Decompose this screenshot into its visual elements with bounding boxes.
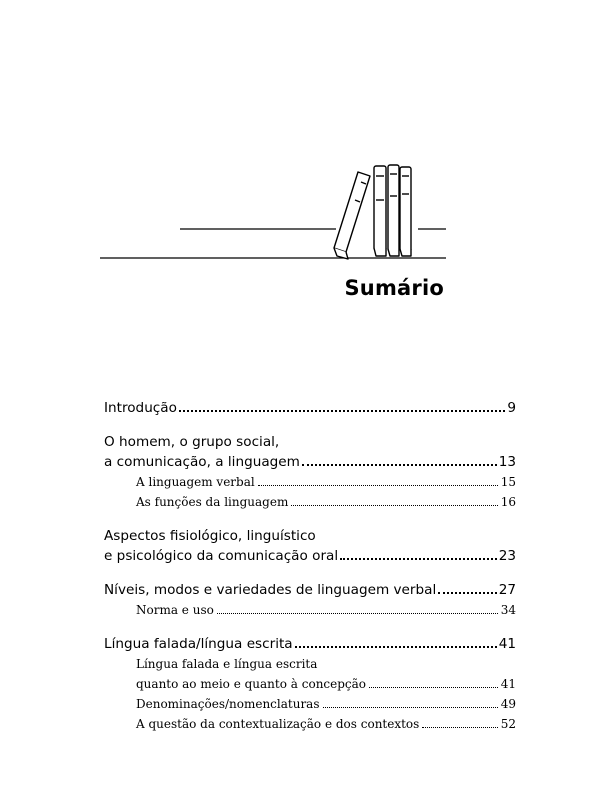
toc-subentry-label: As funções da linguagem xyxy=(136,495,289,509)
toc-subentry[interactable] xyxy=(104,472,516,492)
toc-subentry[interactable] xyxy=(104,674,516,694)
toc-subentry-label: A questão da contextualização e dos contextos xyxy=(136,717,420,731)
toc-subentry[interactable] xyxy=(104,600,516,620)
toc-entry-label: Introdução xyxy=(104,400,177,416)
page-title: Sumário xyxy=(344,276,444,300)
leaning-book xyxy=(334,172,370,259)
dot-leader xyxy=(291,505,497,506)
dot-leader xyxy=(340,558,497,560)
table-of-contents xyxy=(104,398,516,734)
toc-entry-aspectos[interactable] xyxy=(104,546,516,566)
toc-entry-line: Aspectos fisiológico, linguístico xyxy=(104,528,316,544)
toc-entry-page: 9 xyxy=(507,400,516,416)
dot-leader xyxy=(258,485,498,486)
toc-subentry-page: 16 xyxy=(500,495,516,509)
toc-subentry-label: A linguagem verbal xyxy=(136,475,255,489)
toc-subentry-page: 49 xyxy=(500,697,516,711)
toc-entry-label: a comunicação, a linguagem xyxy=(104,454,300,470)
toc-entry-lingua[interactable] xyxy=(104,634,516,654)
dot-leader xyxy=(302,464,497,466)
dot-leader xyxy=(323,707,498,708)
toc-entry-niveis[interactable] xyxy=(104,580,516,600)
dot-leader xyxy=(295,646,497,648)
toc-subentry[interactable] xyxy=(104,492,516,512)
toc-entry-introducao[interactable] xyxy=(104,398,516,418)
toc-subentry-label: Denominações/nomenclaturas xyxy=(136,697,320,711)
dot-leader xyxy=(422,727,497,728)
dot-leader xyxy=(179,410,505,412)
dot-leader xyxy=(217,613,498,614)
toc-subentry-label: quanto ao meio e quanto à concepção xyxy=(136,677,367,691)
dot-leader xyxy=(438,592,496,594)
toc-entry-homem[interactable] xyxy=(104,452,516,472)
toc-subentry[interactable] xyxy=(104,694,516,714)
toc-subentry-page: 15 xyxy=(500,475,516,489)
toc-subentry[interactable] xyxy=(104,714,516,734)
toc-entry-page: 27 xyxy=(498,582,516,598)
toc-subentry-page: 34 xyxy=(500,603,516,617)
toc-entry-line: O homem, o grupo social, xyxy=(104,434,280,450)
toc-subentry-page: 41 xyxy=(500,677,516,691)
dot-leader xyxy=(369,687,498,688)
toc-entry-page: 13 xyxy=(498,454,516,470)
toc-entry-label: e psicológico da comunicação oral xyxy=(104,548,339,564)
toc-entry-page: 23 xyxy=(498,548,516,564)
toc-entry-label: Níveis, modos e variedades de linguagem verbal xyxy=(104,582,437,598)
toc-subentry-line: Língua falada e língua escrita xyxy=(136,657,318,671)
standing-books xyxy=(374,165,411,256)
toc-entry-page: 41 xyxy=(498,636,516,652)
toc-subentry-label: Norma e uso xyxy=(136,603,214,617)
toc-entry-label: Língua falada/língua escrita xyxy=(104,636,293,652)
books-illustration xyxy=(100,160,446,265)
toc-subentry-page: 52 xyxy=(500,717,516,731)
